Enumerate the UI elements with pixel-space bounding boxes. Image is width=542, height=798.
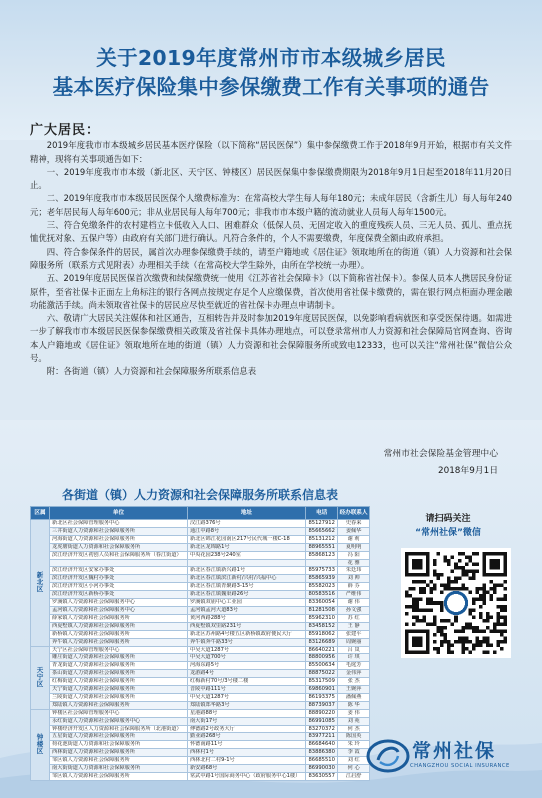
table-cell: 龙游路4号 xyxy=(187,670,305,678)
table-cell: 85127912 xyxy=(306,520,338,528)
table-cell: 薛家镇人力资源和社会保障服务所 xyxy=(50,614,188,622)
table-row xyxy=(31,638,370,646)
table-cell: 许 琪 xyxy=(338,654,370,662)
table-title: 各街道（镇）人力资源和社会保障服务所联系信息表 xyxy=(61,488,338,502)
page-title xyxy=(0,44,542,102)
table-cell: 毛庭芳 xyxy=(338,662,370,670)
table-cell: 李 霞 xyxy=(338,749,370,757)
table-cell: 晋陵中路111号 xyxy=(187,686,305,694)
signature-block xyxy=(384,446,498,480)
table-cell: 85962310 xyxy=(306,614,338,622)
table-cell: 金伟萍 xyxy=(338,670,370,678)
table-cell: 81281508 xyxy=(306,606,338,614)
qr-caption-line-1: 请扫码关注 xyxy=(425,514,471,524)
table-cell: 孙文強 xyxy=(338,606,370,614)
table-cell: 中吴大道1287号 xyxy=(187,693,305,701)
table-cell: 86991085 xyxy=(306,717,338,725)
table-cell: 刘 苑 xyxy=(338,717,370,725)
table-row xyxy=(31,701,370,709)
table-cell: 刘 红 xyxy=(338,757,370,765)
table-cell: 88800956 xyxy=(306,654,338,662)
title-line-1: 关于2019年度常州市市本级城乡居民 xyxy=(96,46,446,70)
table-row xyxy=(31,725,370,733)
table-header-row xyxy=(31,507,370,520)
table-cell: 滨江经济开发区小河办事处 xyxy=(50,583,188,591)
table-cell: 西夏墅镇人力资源和社会保障服务所 xyxy=(50,622,188,630)
table-row xyxy=(31,646,370,654)
title-line-2: 基本医疗保险集中参保缴费工作有关事项的通告 xyxy=(52,75,490,99)
table-row xyxy=(31,599,370,607)
table-cell: 西林街道人力资源和社会保障服务所 xyxy=(50,749,188,757)
table-row xyxy=(31,630,370,638)
zone-cell: 天 宁 区 xyxy=(31,646,50,709)
table-cell: 85317509 xyxy=(306,678,338,686)
table-cell: 朱 玲 xyxy=(338,741,370,749)
table-cell: 天宁街道人力资源和社会保障服务所 xyxy=(50,686,188,694)
table-cell: 新北区春江镇青聚路3-15号 xyxy=(187,583,305,591)
signature-org: 常州市社会保险基金管理中心 xyxy=(383,449,498,459)
table-row xyxy=(31,591,370,599)
table-cell: 冯 阳 xyxy=(338,551,370,559)
table-cell: 严维伟 xyxy=(338,591,370,599)
table-cell: 荷花池街道人力资源和社会保障服务所 xyxy=(50,741,188,749)
table-cell: 潘佩燕 xyxy=(338,693,370,701)
table-cell: 83630557 xyxy=(306,773,338,781)
table-cell: 西林北村二村9-1号 xyxy=(187,757,305,765)
table-cell: 新安路68号 xyxy=(187,765,305,773)
table-cell: 谢 莉 xyxy=(338,535,370,543)
table-cell: 吕 岚 xyxy=(338,646,370,654)
table-cell: 88875022 xyxy=(306,670,338,678)
table-cell: 奔牛镇奔牛路33号 xyxy=(187,638,305,646)
table-cell: 怀德南路11号 xyxy=(187,741,305,749)
table-cell: 85975733 xyxy=(306,567,338,575)
salutation: 广大居民： xyxy=(30,123,101,138)
table-cell: 江启舒 xyxy=(338,773,370,781)
table-header-cell: 单位 xyxy=(50,507,188,520)
table-cell: 83977211 xyxy=(306,733,338,741)
table-cell: 85131212 xyxy=(306,535,338,543)
paragraph: 四、符合参保条件的居民，属首次办理参保缴费手续的，请至户籍地或《居住证》领取地所在的街道（镇）人力资源和社会保障服务所（联系方式见附表）办理相关手续（在常高校大学生除外，由所在学校统一办理）。 xyxy=(30,246,512,270)
table-cell: 陈 华 xyxy=(338,701,370,709)
table-cell: 红梅街道人力资源和社会保障服务所 xyxy=(50,678,188,686)
table-cell: 天宁区社会保障管理服务中心 xyxy=(50,646,188,654)
table-row xyxy=(31,757,370,765)
table-row xyxy=(31,567,370,575)
table-cell: 苏 红 xyxy=(338,614,370,622)
table-cell: 薛 芬 xyxy=(338,583,370,591)
table-cell: 朱廷玮 xyxy=(338,567,370,575)
table-cell: 姜 伟 xyxy=(338,709,370,717)
table-cell: 中吴大道1287号 xyxy=(187,646,305,654)
table-cell: 罗溪镇双庙中心工业园 xyxy=(187,599,305,607)
table-cell: 张建平 xyxy=(338,630,370,638)
paragraph: 六、敬请广大居民关注媒体和社区通告，互相转告并及时参加2019年度居民医保，以免影响看病就医和享受医保待遇。如需进一步了解我市市本级居民医保参保缴费相关政策及省社保卡具体办理地点，可以登录常州市人力资源和社会保障局官网查询、咨询本人户籍地或《居住证》领取地所在地的街道（镇）人力资源和社会保障服务所或致电12333，也可以关注“常州社保”微信公众号。 xyxy=(30,313,512,364)
table-cell: 王 静 xyxy=(338,622,370,630)
table-cell: 新北区龙锦路1号 xyxy=(187,543,305,551)
table-cell: 三井街道人力资源和社会保障服务所 xyxy=(50,527,188,535)
paragraph: 五、2019年度居民医保首次缴费和续保缴费统一使用《江苏省社会保障卡》（以下简称省社保卡）。参保人员本人携居民身份证原件，至省社保卡正面左上角标注的银行各网点按规定存足个人应缴保费，首次使用省社保卡缴费的，需在银行网点柜面办理金融功能激活手续。尚未领取省社保卡的居民应尽快至就近的省社保卡办理点申请制卡。 xyxy=(30,273,512,310)
qr-caption-line-2: “常州社保”微信 xyxy=(415,528,481,538)
table-row xyxy=(31,749,370,757)
table-cell: 孟河镇孟河大道83号 xyxy=(187,606,305,614)
paragraph: 一、2019年度我市市本级（新北区、天宁区、钟楼区）居民医保集中参保缴费期限为2018年9月1日起至2018年11月20日止。 xyxy=(30,166,512,191)
table-row xyxy=(31,670,370,678)
table-cell: 新北区锦江花园南区217号民代城一楼C-18 xyxy=(187,535,305,543)
table-row xyxy=(31,678,370,686)
contact-table xyxy=(30,506,370,781)
table-row xyxy=(31,686,370,694)
table-cell: 郑陆镇郑华路3号 xyxy=(187,701,305,709)
table-cell: 河海东路5号 xyxy=(187,662,305,670)
paragraph: 2019年度我市市本级城乡居民基本医疗保险（以下简称“居民医保”）集中参保缴费工作于2018年9月开始，根据市有关文件精神，现将有关事项通告如下： xyxy=(30,140,512,164)
table-cell: 85918062 xyxy=(306,630,338,638)
table-row xyxy=(31,606,370,614)
table-cell: 88965551 xyxy=(306,543,338,551)
table-cell: 永红街道人力资源和社会保障服务中心 xyxy=(50,717,188,725)
table-cell: 新桥镇人力资源和社会保障服务所 xyxy=(50,630,188,638)
table-cell: 茶山街道人力资源和社会保障服务所 xyxy=(50,670,188,678)
table-row xyxy=(31,741,370,749)
table-cell: 通江中路8号 xyxy=(187,527,305,535)
table-cell: 邹区镇人力资源和社会保障服务所 xyxy=(50,773,188,781)
table-cell: 西夏墅镇双里路231号 xyxy=(187,622,305,630)
table-cell: 青龙街道人力资源和社会保障服务所 xyxy=(50,662,188,670)
table-cell: 83458152 xyxy=(306,622,338,630)
table-cell xyxy=(50,559,188,567)
table-cell: 陈国英 xyxy=(338,733,370,741)
table-cell: 奔牛镇人力资源和社会保障服务所 xyxy=(50,638,188,646)
table-cell: 新北区社会保障管理服务中心 xyxy=(50,520,188,528)
table-cell: 85865939 xyxy=(306,575,338,583)
table-cell: 滨江经济开发区魏村办事处 xyxy=(50,575,188,583)
table-cell: 83126689 xyxy=(306,638,338,646)
table-cell: 86685510 xyxy=(306,757,338,765)
wechat-qr-code[interactable] xyxy=(401,548,511,658)
table-cell xyxy=(187,559,305,567)
table-cell: 86684640 xyxy=(306,741,338,749)
table-cell: 孟河镇人力资源和社会保障服务中心 xyxy=(50,606,188,614)
table-cell: 85868123 xyxy=(306,551,338,559)
table-row xyxy=(31,520,370,528)
paragraph: 三、符合免缴条件的农村建档立卡低收入人口、困难群众（低保人员、无固定收入的重度残疾人员、三无人员、孤儿、重点抚恤优抚对象、五保户等）由政府有关部门进行确认。凡符合条件的，个人不需要缴费，年度保费全额由政府承担。 xyxy=(30,220,512,244)
table-cell: 史春来 xyxy=(338,520,370,528)
table-cell: 郑陆镇人力资源和社会保障服务所 xyxy=(50,701,188,709)
table-cell: 罗溪镇人力资源和社会保障服务中心 xyxy=(50,599,188,607)
table-row xyxy=(31,717,370,725)
paragraph: 二、2019年度我市市本级居民医保个人缴费标准为：在常高校大学生每人每年180元；未成年居民（含新生儿）每人每年240元；老年居民每人每年600元；非从业居民每人每年700元；非我市市本级户籍的流动就业人员每人每年1500元。 xyxy=(30,193,512,217)
table-cell: 西林村1号 xyxy=(187,749,305,757)
table-cell: 傅德路2号政务大厅 xyxy=(187,725,305,733)
table-cell: 河海街道人力资源和社会保障服务所 xyxy=(50,535,188,543)
table-row xyxy=(31,733,370,741)
logo-english: CHANGZHOU SOCIAL INSURANCE xyxy=(410,763,510,769)
table-cell: 龙虎塘街道人力资源和社会保障服务所 xyxy=(50,543,188,551)
table-cell: 新北区春江镇新兴路1号 xyxy=(187,567,305,575)
table-body xyxy=(31,520,370,781)
table-cell: 80583516 xyxy=(306,591,338,599)
table-row xyxy=(31,614,370,622)
table-cell: 谢 伟 xyxy=(338,599,370,607)
signature-date: 2018年9月1日 xyxy=(438,466,498,476)
table-cell: 83270372 xyxy=(306,725,338,733)
qr-caption xyxy=(388,512,508,540)
table-row xyxy=(31,527,370,535)
table-cell: 滨江经济开发区安家办事处 xyxy=(50,567,188,575)
table-cell: 姜佩华 xyxy=(338,527,370,535)
table-cell: 85500634 xyxy=(306,662,338,670)
table-cell: 五星街道人力资源和社会保障服务所 xyxy=(50,733,188,741)
table-cell: 83886380 xyxy=(306,749,338,757)
table-cell: 兰陵街道人力资源和社会保障服务所 xyxy=(50,693,188,701)
table-row xyxy=(31,662,370,670)
table-row xyxy=(31,765,370,773)
table-cell: 何 心 xyxy=(338,765,370,773)
table-row xyxy=(31,693,370,701)
table-cell: 新北区春江镇魏渠路26号 xyxy=(187,591,305,599)
attachment-note: 附：各街道（镇）人力资源和社会保障服务所联系信息表 xyxy=(46,366,257,377)
table-row xyxy=(31,622,370,630)
table-cell: 周婉丽 xyxy=(338,638,370,646)
zone-cell: 新 北 区 xyxy=(31,520,50,647)
table-cell: 勤业路268号 xyxy=(187,733,305,741)
table-cell: 88739037 xyxy=(306,701,338,709)
table-row xyxy=(31,551,370,559)
table-cell: 星港路88号 xyxy=(187,709,305,717)
table-header-cell: 电话 xyxy=(306,507,338,520)
table-cell: 新北区苏州路4号楼五区新桥镇政府便民大厅 xyxy=(187,630,305,638)
table-cell: 滨江经济开发区新桥办事处 xyxy=(50,591,188,599)
table-cell: 张 杰 xyxy=(338,678,370,686)
table-header-cell: 地址 xyxy=(187,507,305,520)
table-cell: 83360054 xyxy=(306,599,338,607)
table-cell: 钟楼经济开发区人力资源和社会保障服务所（北港街道） xyxy=(50,725,188,733)
notice-body xyxy=(30,124,512,379)
table-header-cell: 经办联系人 xyxy=(338,507,370,520)
table-row xyxy=(31,583,370,591)
table-cell: 新北区春江镇滨江新村/兴村/兴福中心 xyxy=(187,575,305,583)
table-cell: 花 雅 xyxy=(338,559,370,567)
table-row xyxy=(31,773,370,781)
table-cell: 雕庄街道人力资源和社会保障服务所 xyxy=(50,654,188,662)
table-row xyxy=(31,654,370,662)
table-cell xyxy=(306,559,338,567)
table-cell: 南大街街道人力资源和社会保障服务所 xyxy=(50,765,188,773)
table-cell: 常武中路1号国际商务中心（政府服务中心1楼） xyxy=(187,773,305,781)
table-cell: 夏明明 xyxy=(338,543,370,551)
table-cell: 何 杰 xyxy=(338,725,370,733)
table-cell: 王婉萍 xyxy=(338,686,370,694)
table-cell: 汉江路376号 xyxy=(187,520,305,528)
table-cell: 滨江经济开发区初创人员和社会保障服务所（春江街道） xyxy=(50,551,188,559)
table-cell: 86193375 xyxy=(306,693,338,701)
table-row xyxy=(31,575,370,583)
table-row xyxy=(31,535,370,543)
table-cell: 刘 帅 xyxy=(338,575,370,583)
table-cell: 红梅新村70号/3号楼二楼 xyxy=(187,678,305,686)
table-cell: 88890220 xyxy=(306,709,338,717)
table-row xyxy=(31,543,370,551)
table-cell: 85665662 xyxy=(306,527,338,535)
table-cell: 黄河西路288号 xyxy=(187,614,305,622)
table-row xyxy=(31,709,370,717)
table-cell: 中央花园238号240室 xyxy=(187,551,305,559)
table-row xyxy=(31,559,370,567)
table-cell: 中吴大道700号 xyxy=(187,654,305,662)
logo-name: 常州社保 xyxy=(412,740,497,762)
table-cell: 钟楼区社会保障管理服务中心 xyxy=(50,709,188,717)
table-cell: 86990030 xyxy=(306,765,338,773)
table-cell: 邹区镇人力资源和社会保障服务所 xyxy=(50,757,188,765)
table-cell: 南大街17号 xyxy=(187,717,305,725)
qr-code-icon xyxy=(405,552,507,654)
table-cell: 85582023 xyxy=(306,583,338,591)
table-header-cell: 区属 xyxy=(31,507,50,520)
table-cell: 69860901 xyxy=(306,686,338,694)
table-cell: 86640221 xyxy=(306,646,338,654)
zone-cell: 钟 楼 区 xyxy=(31,709,50,780)
